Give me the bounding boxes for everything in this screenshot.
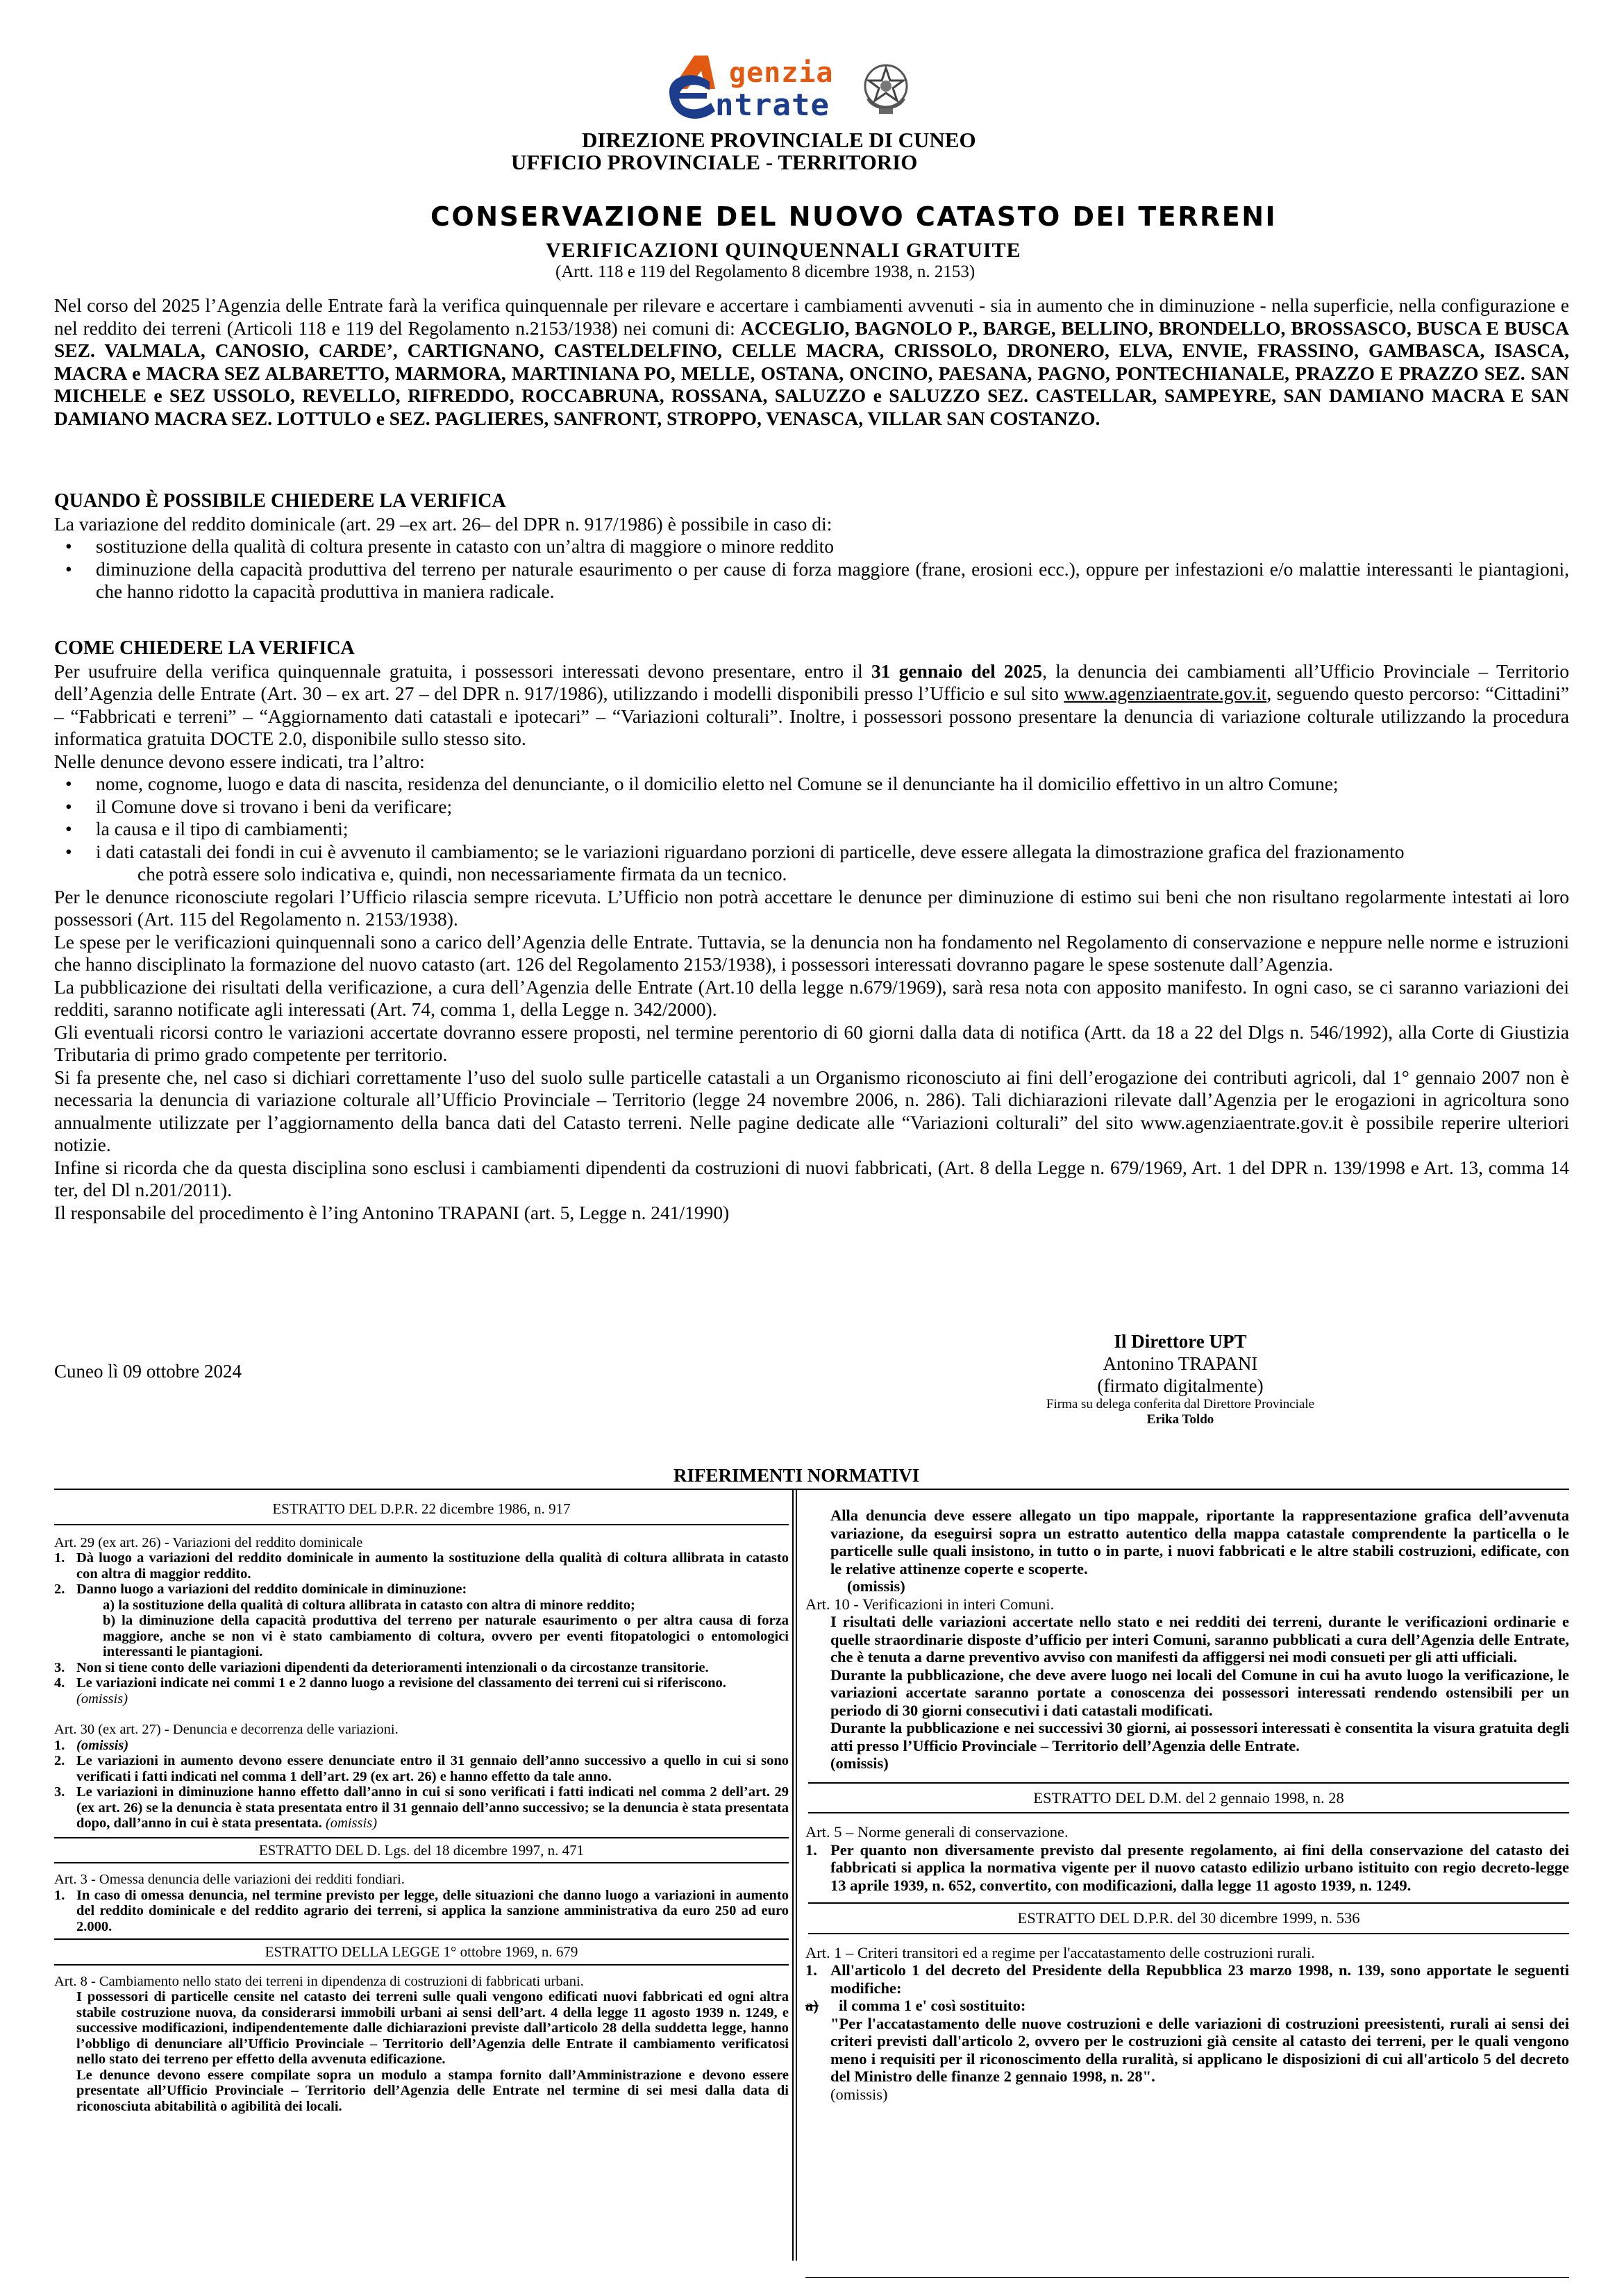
come-paragraph-7: Si fa presente che, nel caso si dichiari correttamente l’uso del suolo sulle particelle catastali a un Organismo riconosciuto ai fini dell’erogazione dei contributi agricoli, dal 1° gennaio 2007 non è necessaria la denuncia di variazione colturale all’Ufficio Provinciale – Territorio (legge 24 novembre 2006, n. 286). Tali dichiarazioni rilevate dall’Agenzia per le erogazioni in agricoltura sono annualmente utilizzate per l’aggiornamento della banca dati del Catasto terreni. Nelle pagine dedicate alle “Variazioni colturali” del sito www.agenziaentrate.gov.it è possibile reperire ulteriori notizie. — [54, 1066, 1569, 1155]
page-subtitle: VERIFICAZIONI QUINQUENNALI GRATUITE — [546, 239, 1021, 262]
riferimenti-right-column: Alla denuncia deve essere allegato un tipo mappale, riportante la rappresentazione grafica dell’avvenuta variazione, da eseguirsi sopra un estratto autentico della mappa catastale comprendente la particella o le particelle sulle quali insistono, in tutto o in parte, i nuovi fabbricati e le altre stabili costruzioni, edificate, con le relative attinenze coperte e scoperte. (omissis) Art. 10 - Verificazioni in interi Comuni. I risultati delle variazioni accertate nello stato e nei redditi dei terreni, durante le verificazioni ordinarie e quelle straordinarie disposte d’ufficio per interi Comuni, saranno pubblicati a cura dell’Agenzia delle Entrate, che è tenuta a darne preventivo avviso con manifesti da affiggersi nei modi consueti per gli atti ufficiali. Durante la pubblicazione, che deve avere luogo nei locali del Comune in cui ha avuto luogo la verificazione, le variazioni accertate saranno portate a conoscenza dei possessori interessati rendendo ostensibili per un periodo di 30 giorni consecutivi i dati catastali modificati. Durante la pubblicazione e nei successivi 30 giorni, ai possessori interessati è consentita la visura gratuita degli atti presso l’Ufficio Provinciale – Territorio dell’Agenzia delle Entrate. (omissis) ESTRATTO DEL D.M. del 2 gennaio 1998, n. 28 Art. 5 – Norme generali di conservazione. 1. Per quanto non diversamente previsto dal presente regolamento, ai fini della conservazione del catasto dei fabbricati si applica la normativa vigente per il nuovo catasto edilizio urbano istituito con regio decreto-legge 13 aprile 1939, n. 652, convertito, con modificazioni, dalla legge 11 agosto 1939, n. 1249. ESTRATTO DEL D.P.R. del 30 dicembre 1999, n. 536 Art. 1 – Criteri transitori ed a regime per l'accatastamento delle costruzioni rurali. 1. All'articolo 1 del decreto del Presidente della Repubblica 23 marzo 1998, n. 139, sono apportate le seguenti modifiche: a) il comma 1 e' così sostituito: "Per l'accatastamento delle nuove costruzioni e delle variazioni di costruzioni preesistenti, rurali ai sensi dei criteri previsti dall'articolo 2, ovvero per le costruzioni già censite al catasto dei terreni, per le quali vengono meno i requisiti per il riconoscimento della ruralità, si applicano le disposizioni di cui all'articolo 5 del decreto del Ministro delle finanze 2 gennaio 1998, n. 28". (omissis) — [805, 1507, 1569, 2103]
estratto-dm-28-box: ESTRATTO DEL D.M. del 2 gennaio 1998, n. 28 — [808, 1782, 1569, 1814]
art29-comma-2a: a) la sostituzione della qualità di coltura allibrata in catasto con altra di minore reddito; — [103, 1597, 635, 1613]
come-p1-text-2: , la denuncia dei cambiamenti all’Ufficio Provinciale – Territorio dell’Agenzia delle Entrate (Art. 30 – ex art. 27 – del DPR n. 917/1986), utilizzando i modelli disponibili presso l’Ufficio e sul sito — [54, 660, 1569, 704]
art3-title: Art. 3 - Omessa denuncia delle variazioni dei redditi fondiari. — [54, 1872, 405, 1887]
logo-text-bottom: ntrate — [715, 87, 830, 123]
art30-comma-3: Le variazioni in diminuzione hanno effetto dall’anno in cui si sono verificati i fatti indicati nel comma 2 dell’art. 29 (ex art. 26) se la denuncia è stata presentata entro il 31 gennaio dell’anno successivo; se la denuncia è stata presentata dopo, dall’anno in cui è stata presentata. — [76, 1784, 789, 1831]
section-quando-heading: QUANDO È POSSIBILE CHIEDERE LA VERIFICA — [54, 490, 506, 512]
intro-text: Nel corso del 2025 l’Agenzia delle Entrate farà la verifica quinquennale per rilevare e accertare i cambiamenti avvenuti - sia in aumento che in diminuzione - nella superficie, nella configurazione e nel reddito dei terreni (Articoli 118 e 119 del Regolamento n.2153/1938) nei comuni di: — [54, 294, 1569, 339]
come-paragraph-8: Infine si ricorda che da questa disciplina sono esclusi i cambiamenti dipendenti da costruzioni di nuovi fabbricati, (Art. 8 della Legge n. 679/1969, Art. 1 del DPR n. 139/1998 e Art. 13, comma 14 ter, del Dl n.201/2011). — [54, 1156, 1569, 1200]
art10-paragraph-1: I risultati delle variazioni accertate nello stato e nei redditi dei terreni, durante le verificazioni ordinarie e quelle straordinarie disposte d’ufficio per interi Comuni, saranno pubblicati a cura dell’Agenzia delle Entrate, che è tenuta a darne preventivo avviso con manifesti da affiggersi nei modi consueti per gli atti ufficiali. — [830, 1613, 1569, 1666]
art29-comma-3: Non si tiene conto delle variazioni dipendenti da deterioramenti intenzionali o da circostanze transitorie. — [76, 1659, 709, 1675]
come-paragraph-3: Per le denunce riconosciute regolari l’Ufficio rilascia sempre ricevuta. L’Ufficio non potrà accettare le denunce per diminuzione di estimo sui beni che non risultano regolarmente intestati ai loro possessori (Art. 115 del Regolamento n. 2153/1938). — [54, 885, 1569, 930]
art3-comma-1: In caso di omessa denuncia, nel termine previsto per legge, delle situazioni che danno luogo a variazioni in aumento del reddito dominicale e del reddito agrario dei terreni, si applica la sanzione amministrativa da euro 250 ad euro 2.000. — [76, 1887, 789, 1934]
signature-role: Il Direttore UPT — [1114, 1331, 1247, 1352]
signature-block — [1000, 1330, 1361, 1427]
come-paragraph-6: Gli eventuali ricorsi contro le variazioni accertate dovranno essere proposti, nel termine perentorio di 60 giorni dalla data di notifica (Artt. da 18 a 22 del Dlgs n. 546/1992), alla Corte di Giustizia Tributaria di primo grado competente per territorio. — [54, 1021, 1569, 1065]
list-item: • sostituzione della qualità di coltura presente in catasto con un’altra di maggiore o minore reddito — [96, 535, 1569, 558]
section-quando — [54, 490, 1569, 603]
signature-delega: Firma su delega conferita dal Direttore Provinciale — [1046, 1397, 1315, 1411]
art8-paragraph-1: I possessori di particelle censite nel catasto dei terreni sulle quali vengono edificati nuovi fabbricati ed ogni altra stabile costruzione nuova, da considerarsi immobili urbani ai sensi dell’art. 4 della legge 11 agosto 1939 n. 1249, e successive modificazioni, indipendentemente dalle dichiarazioni previste dall’articolo 28 della suddetta legge, hanno l’obbligo di denunciare all’Ufficio Provinciale – Territorio dell’Agenzia delle Entrate il cambiamento verificatosi nello stato dei terreno per effetto della avvenuta edificazione. — [76, 1989, 789, 2067]
come-paragraph-4: Le spese per le verificazioni quinquennali sono a carico dell’Agenzia delle Entrate. Tuttavia, se la denuncia non ha fondamento nel Regolamento di conservazione e neppure nelle norme e istruzioni che hanno disciplinato la formazione del nuovo catasto (art. 126 del Regolamento 2153/1938), i possessori interessati dovranno pagare le spese sostenute dall’Agenzia. — [54, 930, 1569, 975]
omissis: (omissis) — [847, 1577, 905, 1595]
estratto-dpr-536-box: ESTRATTO DEL D.P.R. del 30 dicembre 1999, n. 536 — [808, 1902, 1569, 1934]
signature-delegante: Erika Toldo — [1146, 1412, 1214, 1427]
omissis: (omissis) — [830, 1754, 889, 1772]
list-item: • diminuzione della capacità produttiva del terreno per naturale esaurimento o per cause di forza maggiore (frane, erosioni ecc.), oppure per infestazioni e/o malattie interessanti le piantagioni, che hanno ridotto la capacità produttiva in maniera radicale. — [96, 558, 1569, 603]
estratto-dpr-917-box: ESTRATTO DEL D.P.R. 22 dicembre 1986, n. 917 — [54, 1493, 789, 1525]
art8-attachment-text: Alla denuncia deve essere allegato un tipo mappale, riportante la rappresentazione grafica dell’avvenuta variazione, da eseguirsi sopra un estratto autentico della mappa catastale comprendente la particella o le particelle sulle quali insistono, in tutto o in parte, i nuovi fabbricati e le altre stabili costruzioni, edificate, con le relative attinenze coperte e scoperte. — [830, 1507, 1569, 1577]
section-come-heading: COME CHIEDERE LA VERIFICA — [54, 637, 355, 659]
signature-signed: (firmato digitalmente) — [1097, 1375, 1264, 1396]
omissis: (omissis) — [830, 2085, 888, 2103]
riferimenti-left-column: ESTRATTO DEL D.P.R. 22 dicembre 1986, n. 917 Art. 29 (ex art. 26) - Variazioni del reddito dominicale 1. Dà luogo a variazioni del reddito dominicale in aumento la sostituzione della qualità di coltura allibrata in catasto con altra di maggior reddito. 2. Danno luogo a variazioni del reddito dominicale in diminuzione: a) la sostituzione della qualità di coltura allibrata in catasto con altra di minore reddito; b) la diminuzione della capacità produttiva del terreno per naturale esaurimento o per altra causa di forza maggiore, anche se non vi è stato cambiamento di coltura, ovvero per eventi fitopatologici o entomologici interessanti le piantagioni. 3. Non si tiene conto delle variazioni dipendenti da deterioramenti intenzionali o da circostanze transitorie. 4. Le variazioni indicate nei commi 1 e 2 danno luogo a revisione del classamento dei terreni cui si riferiscono. (omissis) Art. 30 (ex art. 27) - Denuncia e decorrenza delle variazioni. 1. (omissis) 2. Le variazioni in aumento devono essere denunciate entro il 31 gennaio dell’anno successivo a quello in cui si sono verificati i fatti indicati nel comma 1 dell’art. 29 (ex art. 26) e hanno effetto da tale anno. 3. Le variazioni in diminuzione hanno effetto dall’anno in cui si sono verificati i fatti indicati nel comma 2 dell’art. 29 (ex art. 26) se la denuncia è stata presentata entro il 31 gennaio dell’anno successivo; se la denuncia è stata presentata dopo, dall’anno in cui è stata presentata. (omissis) ESTRATTO DEL D. Lgs. del 18 dicembre 1997, n. 471 Art. 3 - Omessa denuncia delle variazioni dei redditi fondiari. 1. In caso di omessa denuncia, nel termine previsto per legge, delle situazioni che danno luogo a variazioni in aumento del reddito dominicale e del reddito agrario dei terreni, si applica la sanzione amministrativa da euro 250 ad euro 2.000. ESTRATTO DELLA LEGGE 1° ottobre 1969, n. 679 Art. 8 - Cambiamento nello stato dei terreni in dipendenza di costruzioni di fabbricati urbani. I possessori di particelle censite nel catasto dei terreni sulle quali vengono edificati nuovi fabbricati ed ogni altra stabile costruzione nuova, da considerarsi immobili urbani ai sensi dell’art. 4 della legge 11 agosto 1939 n. 1249, e successive modificazioni, indipendentemente dalle dichiarazioni previste dall’articolo 28 della suddetta legge, hanno l’obbligo di denunciare all’Ufficio Provinciale – Territorio dell’Agenzia delle Entrate il cambiamento verificatosi nello stato dei terreno per effetto della avvenuta edificazione. Le denunce devono essere compilate sopra un modulo a stampa fornito dall’Amministrazione e devono essere presentate all’Ufficio Provinciale – Territorio dell’Agenzia delle Entrate nel termine di sei mesi dalla data di riconosciuta abitabilità o agibilità dei locali. — [54, 1493, 789, 2114]
come-paragraph-2: Nelle denunce devono essere indicati, tra l’altro: — [54, 750, 425, 772]
come-paragraph-5: La pubblicazione dei risultati della verificazione, a cura dell’Agenzia delle Entrate (Art.10 della legge n.679/1969), sarà resa nota con apposito manifesto. In ogni caso, se ci saranno variazioni dei redditi, saranno notificate agli interessati (Art. 74, comma 1, della Legge n. 342/2000). — [54, 975, 1569, 1020]
art30-comma-2: Le variazioni in aumento devono essere denunciate entro il 31 gennaio dell’anno successivo a quello in cui si sono verificati i fatti indicati nel comma 1 dell’art. 29 (ex art. 26) e hanno effetto da tale anno. — [76, 1753, 789, 1784]
art29-comma-2: 2. Danno luogo a variazioni del reddito dominicale in diminuzione: — [54, 1582, 467, 1597]
art30-title: Art. 30 (ex art. 27) - Denuncia e decorrenza delle variazioni. — [54, 1722, 399, 1737]
list-item: • i dati catastali dei fondi in cui è avvenuto il cambiamento; se le variazioni riguardano porzioni di particelle, deve essere allegata la dimostrazione grafica del frazionamento — [96, 841, 1569, 864]
column-divider — [792, 1490, 794, 2261]
come-p1-text: Per usufruire della verifica quinquennale gratuita, i possessori interessati devono presentare, entro il — [54, 660, 871, 682]
intro-comuni: ACCEGLIO, BAGNOLO P., BARGE, BELLINO, BRONDELLO, BROSSASCO, BUSCA E BUSCA SEZ. VALMALA, CANOSIO, CARDE’, CARTIGNANO, CASTELDELFINO, CELLE MACRA, CRISSOLO, DRONERO, ELVA, ENVIE, FRASSINO, GAMBASCA, ISASCA, MACRA e MACRA SEZ ALBARETTO, MARMORA, MARTINIANA PO, MELLE, OSTANA, ONCINO, PAESANA, PAGNO, PONTECHIANALE, PRAZZO E PRAZZO SEZ. SAN MICHELE e SEZ USSOLO, REVELLO, RIFREDDO, ROCCABRUNA, ROSSANA, SALUZZO e SALUZZO SEZ. CASTELLAR, SAMPEYRE, SAN DAMIANO MACRA E SAN DAMIANO MACRA SEZ. LOTTULO e SEZ. PAGLIERES, SANFRONT, STROPPO, VENASCA, VILLAR SAN COSTANZO. — [54, 317, 1570, 429]
art10-title: Art. 10 - Verificazioni in interi Comuni. — [805, 1595, 1055, 1613]
art10-paragraph-3: Durante la pubblicazione e nei successivi 30 giorni, ai possessori interessati è consentita la visura gratuita degli atti presso l’Ufficio Provinciale – Territorio dell’Agenzia delle Entrate. — [830, 1719, 1569, 1754]
estratto-dlgs-471-box: ESTRATTO DEL D. Lgs. del 18 dicembre 1997, n. 471 — [54, 1837, 789, 1864]
riferimenti-heading: RIFERIMENTI NORMATIVI — [673, 1465, 920, 1486]
list-item: • la causa e il tipo di cambiamenti; — [96, 818, 1569, 841]
come-paragraph-1 — [54, 660, 1569, 751]
signature-name: Antonino TRAPANI — [1103, 1353, 1258, 1374]
omissis: (omissis) — [76, 1691, 128, 1707]
republic-emblem-icon — [860, 58, 912, 117]
art1-comma-1: All'articolo 1 del decreto del Presidente della Repubblica 23 marzo 1998, n. 139, sono apportate le seguenti modifiche: — [830, 1961, 1569, 1997]
art29-comma-4: Le variazioni indicate nei commi 1 e 2 danno luogo a revisione del classamento dei terreni cui si riferiscono. — [76, 1675, 726, 1691]
art8-title: Art. 8 - Cambiamento nello stato dei terreni in dipendenza di costruzioni di fabbricati urbani. — [54, 1973, 584, 1989]
page-title: CONSERVAZIONE DEL NUOVO CATASTO DEI TERRENI — [430, 201, 1278, 232]
agenzia-entrate-logo — [667, 54, 916, 124]
omissis: (omissis) — [325, 1816, 378, 1831]
divider — [54, 1489, 1569, 1490]
section-quando-text: La variazione del reddito dominicale (art. 29 –ex art. 26– del DPR n. 917/1986) è possibile in caso di: — [54, 512, 832, 535]
art29-comma-2b: b) la diminuzione della capacità produttiva del terreno per naturale esaurimento o per altra causa di forza maggiore, anche se non vi è stato cambiamento di coltura, ovvero per eventi fitopatologici o entomologici interessanti le piantagioni. — [103, 1613, 789, 1659]
come-p1-text-3: , seguendo questo percorso: “Cittadini” – “Fabbricati e terreni” – “Aggiornamento dati catastali e ipotecari” – “Variazioni colturali”. Inoltre, i possessori possono presentare la denuncia di variazione colturale utilizzando la procedura informatica gratuita DOCTE 2.0, disponibile sullo stesso sito. — [54, 682, 1569, 749]
header-ufficio: UFFICIO PROVINCIALE - TERRITORIO — [511, 150, 918, 174]
agenzia-website-link[interactable]: www.agenziaentrate.gov.it — [1064, 682, 1267, 704]
art29-title: Art. 29 (ex art. 26) - Variazioni del reddito dominicale — [54, 1534, 363, 1550]
list-item: • il Comune dove si trovano i beni da verificare; — [96, 796, 1569, 819]
estratto-legge-679-box: ESTRATTO DELLA LEGGE 1° ottobre 1969, n. 679 — [54, 1938, 789, 1966]
section-come — [54, 637, 1569, 1224]
come-paragraph-9: Il responsabile del procedimento è l’ing Antonino TRAPANI (art. 5, Legge n. 241/1990) — [54, 1201, 730, 1223]
art1-lettera-a: il comma 1 e' così sostituito: — [839, 1997, 1026, 2014]
divider — [805, 2277, 1569, 2278]
list-item: • nome, cognome, luogo e data di nascita, residenza del denunciante, o il domicilio eletto nel Comune se il denunciante ha il domicilio effettivo in un altro Comune; — [96, 773, 1569, 796]
art29-comma-1-text: Dà luogo a variazioni del reddito dominicale in aumento la sostituzione della qualità di coltura allibrata in catasto con altra di maggior reddito. — [76, 1550, 789, 1582]
list-item-continuation: che potrà essere solo indicativa e, quindi, non necessariamente firmata da un tecnico. — [137, 863, 787, 885]
art8-paragraph-2: Le denunce devono essere compilate sopra un modulo a stampa fornito dall’Amministrazione e devono essere presentate all’Ufficio Provinciale – Territorio dell’Agenzia delle Entrate nel termine di sei mesi dalla data di riconosciuta abitabilità o agibilità dei locali. — [76, 2067, 789, 2114]
art1-title: Art. 1 – Criteri transitori ed a regime per l'accatastamento delle costruzioni rurali. — [805, 1943, 1315, 1961]
art29-comma-2-text: Danno luogo a variazioni del reddito dominicale in diminuzione: — [76, 1582, 467, 1597]
omissis: (omissis) — [76, 1737, 129, 1753]
column-divider — [796, 1490, 797, 2261]
intro-paragraph — [54, 294, 1569, 430]
art5-comma-1: Per quanto non diversamente previsto dal presente regolamento, ai fini della conservazione del catasto dei fabbricati si applica la normativa vigente per il nuovo catasto edilizio urbano istituito con regio decreto-legge 13 aprile 1939, n. 652, convertito, con modificazioni, dalla legge 11 agosto 1939, n. 1249. — [830, 1841, 1569, 1894]
art1-quote: "Per l'accatastamento delle nuove costruzioni e delle variazioni di costruzioni preesistenti, rurali ai sensi dei criteri previsti dall'articolo 2, ovvero per le costruzioni già censite al catasto dei terreni, per le quali vengono meno i requisiti per il riconoscimento della ruralità, si applicano le disposizioni di cui all'articolo 5 del decreto del Ministro delle finanze 2 gennaio 1998, n. 28". — [830, 2014, 1569, 2085]
header-direzione: DIREZIONE PROVINCIALE DI CUNEO — [582, 128, 976, 152]
art10-paragraph-2: Durante la pubblicazione, che deve avere luogo nei locali del Comune in cui ha avuto luogo la verificazione, le variazioni accertate saranno portate a conoscenza dei possessori interessati rendendo ostensibili per un periodo di 30 giorni consecutivi i dati catastali modificati. — [830, 1666, 1569, 1719]
document-date: Cuneo lì 09 ottobre 2024 — [54, 1361, 242, 1382]
art29-comma-1: 1. Dà luogo a variazioni del reddito dominicale in aumento la sostituzione della qualità di coltura allibrata in catasto con altra di maggior reddito. — [54, 1550, 789, 1582]
deadline-date: 31 gennaio del 2025 — [871, 660, 1043, 682]
logo-text-top: genzia — [729, 57, 834, 89]
art5-title: Art. 5 – Norme generali di conservazione. — [805, 1823, 1069, 1841]
subtitle-reference: (Artt. 118 e 119 del Regolamento 8 dicembre 1938, n. 2153) — [555, 262, 976, 281]
